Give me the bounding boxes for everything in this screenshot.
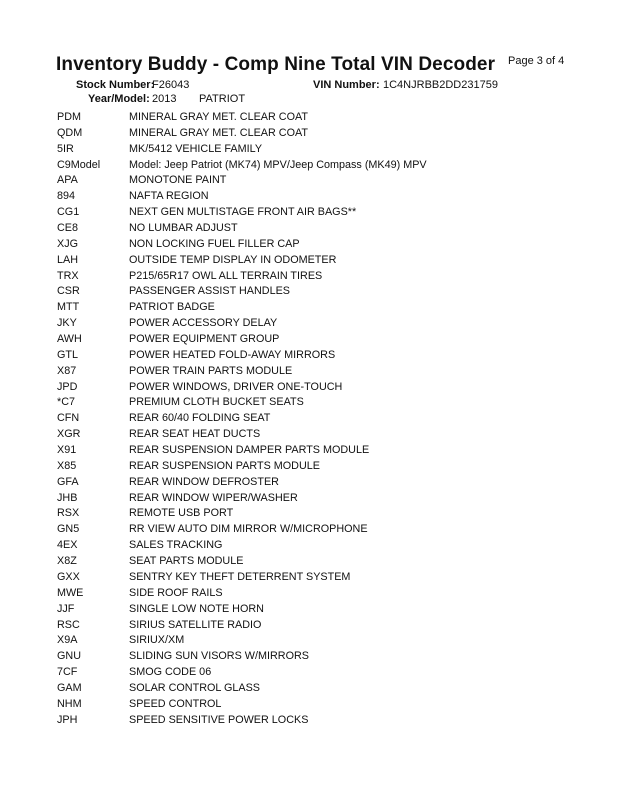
option-code: X8Z [57,555,77,568]
list-item [0,411,618,427]
list-item [0,189,618,205]
option-description: SALES TRACKING [129,539,223,552]
option-code: CFN [57,412,80,425]
option-description: PREMIUM CLOTH BUCKET SEATS [129,396,304,409]
option-description: SEAT PARTS MODULE [129,555,244,568]
option-code: JKY [57,317,77,330]
option-description: POWER TRAIN PARTS MODULE [129,364,293,377]
list-item [0,681,618,697]
list-item [0,713,618,729]
option-code: 4EX [57,539,78,552]
option-description: SOLAR CONTROL GLASS [129,681,260,694]
list-item [0,618,618,634]
option-code: *C7 [57,396,76,409]
list-item [0,443,618,459]
option-description: SIDE ROOF RAILS [129,586,223,599]
option-description: SMOG CODE 06 [129,666,212,679]
option-code: JHB [57,491,78,504]
option-description: REAR WINDOW DEFROSTER [129,475,279,488]
option-description: Model: Jeep Patriot (MK74) MPV/Jeep Compass (MK49) MPV [129,158,427,171]
stock-number-value: F26043 [152,79,190,91]
option-code: QDM [57,126,83,139]
list-item [0,475,618,491]
option-code: RSX [57,507,80,520]
list-item [0,364,618,380]
vin-number-field [313,79,380,91]
option-code: RSC [57,618,80,631]
option-description: NON LOCKING FUEL FILLER CAP [129,237,300,250]
option-code: X85 [57,459,77,472]
option-description: MINERAL GRAY MET. CLEAR COAT [129,126,308,139]
list-item [0,205,618,221]
option-description: REMOTE USB PORT [129,507,234,520]
option-description: NEXT GEN MULTISTAGE FRONT AIR BAGS** [129,206,357,219]
option-description: POWER ACCESSORY DELAY [129,317,278,330]
option-code: X87 [57,364,77,377]
option-code: JPH [57,713,78,726]
option-description: NO LUMBAR ADJUST [129,222,238,235]
option-code: PDM [57,111,81,123]
option-description: POWER EQUIPMENT GROUP [129,333,280,346]
list-item [0,554,618,570]
option-code: XGR [57,428,81,441]
list-item [0,491,618,507]
list-item [0,538,618,554]
option-code: GFA [57,475,79,488]
option-code: X9A [57,634,78,647]
list-item [0,522,618,538]
option-description: PATRIOT BADGE [129,301,215,314]
list-item [0,649,618,665]
option-code: GTL [57,348,78,361]
list-item [0,142,618,158]
option-description: PASSENGER ASSIST HANDLES [129,285,291,298]
stock-number-field [76,79,154,91]
option-code: 894 [57,190,76,203]
option-description: REAR SEAT HEAT DUCTS [129,428,261,441]
list-item [0,348,618,364]
option-code: GXX [57,570,80,583]
list-item [0,602,618,618]
list-item [0,697,618,713]
option-description: POWER HEATED FOLD-AWAY MIRRORS [129,348,336,361]
model-value: PATRIOT [199,93,246,105]
option-description: RR VIEW AUTO DIM MIRROR W/MICROPHONE [129,523,368,536]
option-code: 5IR [57,142,74,155]
option-code: GAM [57,681,82,694]
option-code: MTT [57,301,80,314]
option-description: REAR SUSPENSION PARTS MODULE [129,459,320,472]
vin-number-value: 1C4NJRBB2DD231759 [383,79,498,91]
list-item [0,380,618,396]
option-description: MK/5412 VEHICLE FAMILY [129,142,263,155]
list-item [0,506,618,522]
list-item [0,269,618,285]
stock-number-label: Stock Number: [76,79,155,91]
list-item [0,459,618,475]
option-code: CG1 [57,206,80,219]
list-item [0,427,618,443]
option-code: C9Model [57,158,101,171]
list-item [0,221,618,237]
list-item [0,316,618,332]
list-item [0,237,618,253]
list-item [0,253,618,269]
option-description: SPEED CONTROL [129,697,222,710]
list-item [0,665,618,681]
option-code: 7CF [57,666,78,679]
list-item [0,633,618,649]
option-description: SENTRY KEY THEFT DETERRENT SYSTEM [129,570,351,583]
option-code-list [0,110,618,729]
option-code: MWE [57,586,84,599]
option-description: SLIDING SUN VISORS W/MIRRORS [129,650,309,663]
vin-number-label: VIN Number: [313,79,380,91]
option-description: REAR 60/40 FOLDING SEAT [129,412,271,425]
option-description: SPEED SENSITIVE POWER LOCKS [129,713,309,726]
option-code: TRX [57,269,79,282]
option-description: REAR WINDOW WIPER/WASHER [129,491,298,504]
option-code: X91 [57,444,77,457]
option-code: JJF [57,602,75,615]
option-code: GN5 [57,523,80,536]
option-code: AWH [57,333,82,346]
list-item [0,284,618,300]
option-code: XJG [57,237,78,250]
year-model-field [88,93,150,105]
option-description: OUTSIDE TEMP DISPLAY IN ODOMETER [129,253,337,266]
option-description: POWER WINDOWS, DRIVER ONE-TOUCH [129,380,343,393]
option-code: CSR [57,285,80,298]
list-item [0,332,618,348]
option-description: SINGLE LOW NOTE HORN [129,602,264,615]
year-value: 2013 [152,93,177,105]
page-title: Inventory Buddy - Comp Nine Total VIN Decoder [56,54,496,75]
option-code: GNU [57,650,81,663]
option-description: REAR SUSPENSION DAMPER PARTS MODULE [129,444,370,457]
year-model-label: Year/Model: [88,93,150,105]
list-item [0,570,618,586]
list-item [0,586,618,602]
list-item [0,300,618,316]
page-number: Page 3 of 4 [508,55,565,67]
option-code: CE8 [57,222,79,235]
list-item [0,126,618,142]
list-item [0,173,618,189]
option-description: SIRIUS SATELLITE RADIO [129,618,262,631]
option-description: P215/65R17 OWL ALL TERRAIN TIRES [129,269,323,282]
option-description: SIRIUX/XM [129,634,185,647]
option-code: LAH [57,253,79,266]
option-description: MONOTONE PAINT [129,174,227,187]
option-code: JPD [57,380,78,393]
list-item [0,395,618,411]
option-code: NHM [57,697,82,710]
option-code: APA [57,174,78,187]
list-item [0,110,618,126]
option-description: NAFTA REGION [129,190,209,203]
list-item [0,158,618,174]
option-description: MINERAL GRAY MET. CLEAR COAT [129,111,308,123]
